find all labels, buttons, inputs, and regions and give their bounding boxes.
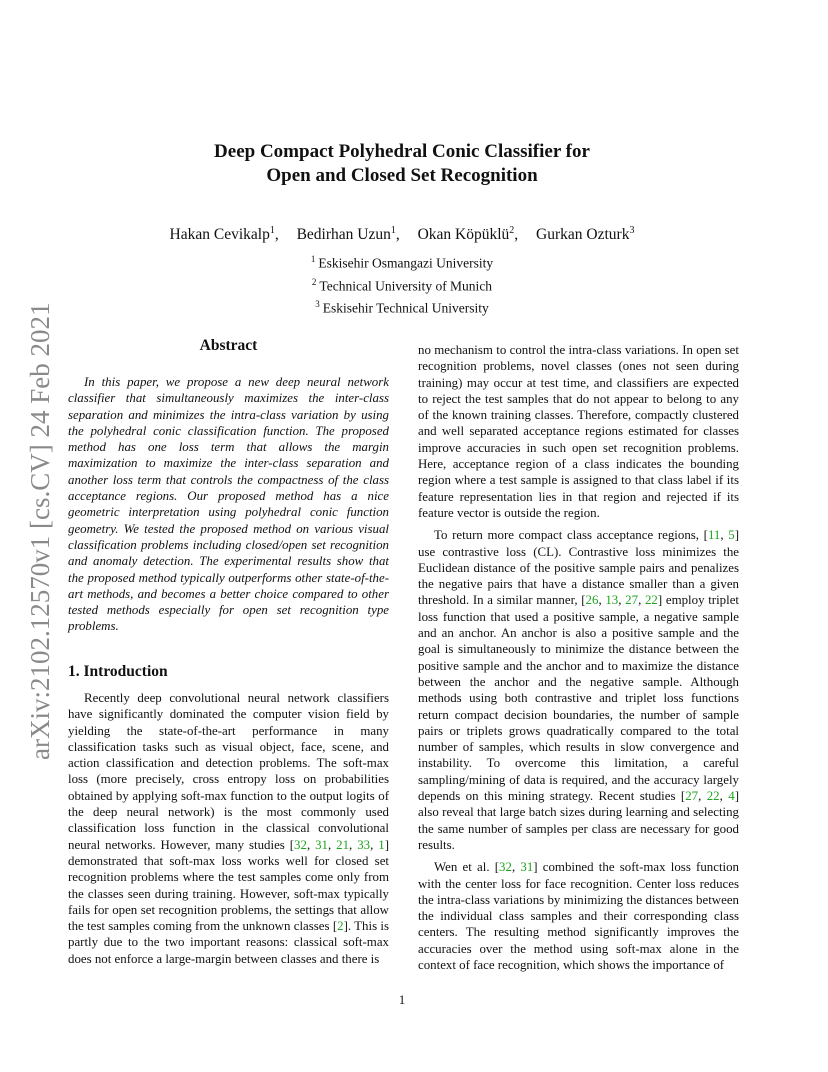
- citation-link[interactable]: 32: [294, 837, 307, 852]
- author: [536, 226, 634, 243]
- author: Okan Köpüklü$^2$,: [417, 225, 519, 244]
- author-name: Bedirhan Uzun: [296, 226, 391, 244]
- citation-link[interactable]: 33: [357, 837, 371, 852]
- arxiv-identifier-stamp: arXiv:2102.12570v1 [cs.CV] 24 Feb 2021: [25, 302, 55, 760]
- affiliation-name: Technical University of Munich: [319, 278, 493, 293]
- text-run: ] use contrastive loss (CL). Contrastive loss minimizes the Euclidean distance of the positive sample pairs and penalizes the negative pairs that have a distance smaller than a given threshold. In a similar manner, [: [418, 528, 739, 608]
- introduction-paragraph-3: Wen et al. [32, 31] combined the soft-max loss function with the center loss for face recognition. Center loss reduces the intra-class variations by minimizing the distances between the individual class samples and their corresponding class centers. The resulting method significantly improves the accuracies over the method using soft-max alone in the context of face recognition, which shows the importance of: [418, 860, 740, 972]
- text-run: Recently deep convolutional neural network classifiers have significantly dominated the computer vision field by yielding the state-of-the-art performance in many classification tasks such as visual object, face, scene, and action classification and detection problems. The soft-max loss (more precisely, cross entropy loss on probabilities obtained by applying soft-max function to the output logits of the deep neural network) is the most commonly used classification loss function in the classical convolutional neural networks. However, many studies [: [68, 691, 389, 852]
- text-run: ] also reveal that large batch sizes during learning and selecting the same number of samples per class are necessary for good results.: [418, 789, 740, 852]
- affiliation-name: Eskisehir Osmangazi University: [318, 255, 494, 271]
- author-affil-mark: 1: [390, 225, 396, 236]
- author-affil-mark: 2: [509, 225, 515, 236]
- title-line-1: Deep Compact Polyhedral Conic Classifier for: [214, 141, 590, 162]
- text-run: ]. This is partly due to the two important reasons: classical soft-max does not enforce a large-margin between classes and there is: [68, 919, 389, 966]
- affiliation-mark: 3: [315, 299, 320, 309]
- introduction-right-column: [418, 342, 739, 979]
- citation-link[interactable]: 4: [728, 789, 735, 804]
- citation-link[interactable]: 27: [625, 593, 639, 608]
- affiliation-mark: 1: [310, 254, 316, 264]
- citation-link[interactable]: 5: [728, 528, 735, 543]
- citation-link[interactable]: 22: [706, 789, 720, 804]
- citation-link[interactable]: 11: [707, 528, 721, 543]
- affiliation: [200, 250, 604, 273]
- citation-link[interactable]: 22: [644, 593, 658, 608]
- affiliation-list: [200, 250, 604, 318]
- author: Hakan Cevikalp$^1$,: [169, 225, 279, 244]
- text-run: ] employ triplet loss function that used a positive sample, a negative sample and an anchor. An anchor is also a positive sample and the goal is simultaneously to minimize the distance between the positive sample and the anchor and to maximize the distance between the anchor and the negative sample. Although methods using both contrastive and triplet loss functions return compact decision boundaries, the number of sample pairs or triplets grows quadratically compared to the total number of samples, which results in slow convergence and instability. To overcome this limitation, a careful sampling/mining of data is required, and the accuracy largely depends on this mining strategy. Recent studies [: [418, 593, 739, 804]
- citation-link[interactable]: 2: [337, 919, 344, 934]
- introduction-left-column: [68, 690, 389, 967]
- author: Bedirhan Uzun$^1$,: [296, 225, 400, 244]
- citation-link[interactable]: 26: [585, 593, 599, 608]
- citation-link[interactable]: 31: [520, 860, 534, 875]
- paper-title: [120, 140, 684, 188]
- section-heading-introduction: 1. Introduction: [68, 663, 168, 680]
- citation-link[interactable]: 13: [605, 593, 619, 608]
- citation-link[interactable]: 32: [499, 860, 512, 875]
- author-list: [100, 225, 704, 244]
- abstract-heading: Abstract: [199, 337, 258, 354]
- abstract-body: [68, 374, 389, 635]
- affiliation-mark: 2: [311, 276, 317, 287]
- text-run: ] combined the soft-max loss function with the center loss for face recognition. Center loss reduces the intra-class variations by minimizing the distances between the individual class samples and their corresponding class centers. The resulting method significantly improves the accuracies over the method using soft-max alone in the context of face recognition, which shows the importance of: [418, 860, 740, 972]
- citation-link[interactable]: 31: [315, 837, 328, 852]
- citation-link[interactable]: 27: [685, 789, 699, 804]
- introduction-paragraph-1-continued: no mechanism to control the intra-class variations. In open set recognition problems, novel classes (ones not seen during training) may occur at test time, and classifiers are expected to reject the test samples that do not appear to belong to any of the known training classes. Therefore, compactly clustered and well separated acceptance regions estimated for classes improve accuracies in such open set recognition problems. Here, acceptance region of a class indicates the bounding region where a test sample is assigned to that class label if its feature representation lies in that region and rejected if its feature vector is outside the region.: [418, 343, 739, 520]
- author-name: Hakan Cevikalp: [169, 226, 270, 244]
- affiliation: [200, 273, 604, 296]
- affiliation: [200, 295, 604, 318]
- text-run: ] demonstrated that soft-max loss works well for closed set recognition problems where the test samples come only from the classes seen during training. However, soft-max typically fails for open set recognition problems, the settings that allow the test samples coming from the unknown classes [: [68, 837, 389, 934]
- introduction-paragraph-1: Recently deep convolutional neural network classifiers have significantly dominated the computer vision field by yielding the state-of-the-art performance in many classification tasks such as visual object, face, scene, and action classification and detection problems. The soft-max loss (more precisely, cross entropy loss on probabilities obtained by applying soft-max function to the output logits of the deep neural network) is the most commonly used classification loss function in the classical convolutional neural networks. However, many studies [32, 31, 21, 33, 1] demonstrated that soft-max loss works well for closed set recognition problems where the test samples come only from the classes seen during training. However, soft-max typically fails for open set recognition problems, the settings that allow the test samples coming from the unknown classes [2]. This is partly due to the two important reasons: classical soft-max does not enforce a large-margin between classes and there is: [68, 691, 389, 966]
- author-name: Gurkan Ozturk: [536, 226, 630, 244]
- author-name: Okan Köpüklü: [417, 226, 510, 244]
- introduction-paragraph-2: To return more compact class acceptance regions, [11, 5] use contrastive loss (CL). Contrastive loss minimizes the Euclidean distance of the positive sample pairs and penalizes the negative pairs that have a distance smaller than a given threshold. In a similar manner, [26, 13, 27, 22] employ triplet loss function that used a positive sample, a negative sample and an anchor. An anchor is also a positive sample and the goal is simultaneously to minimize the distance between the positive sample and the anchor and to maximize the distance between the anchor and the negative sample. Although methods using both contrastive and triplet loss functions return compact decision boundaries, the number of sample pairs or triplets grows quadratically compared to the total number of samples, which results in slow convergence and instability. To overcome this limitation, a careful sampling/mining of data is required, and the accuracy largely depends on this mining strategy. Recent studies [27, 22, 4] also reveal that large batch sizes during learning and selecting the same number of samples per class are necessary for good results.: [418, 528, 740, 852]
- author-affil-mark: 3: [629, 225, 635, 236]
- author-affil-mark: 1: [269, 225, 275, 236]
- affiliation-name: Eskisehir Technical University: [322, 300, 489, 316]
- citation-link[interactable]: 1: [378, 837, 385, 852]
- abstract-text: In this paper, we propose a new deep neural network classifier that simultaneously maximizes the inter-class separation and minimizes the intra-class variation by using the polyhedral conic classification function. The proposed method has one loss term that allows the margin maximization to maximize the inter-class separation and another loss term that controls the compactness of the class acceptance regions. Our proposed method has a nice geometric interpretation using polyhedral conic function geometry. We tested the proposed method on various visual classification problems including closed/open set recognition and anomaly detection. The experimental results show that the proposed method typically outperforms other state-of-the-art methods, and becomes a better choice compared to other tested methods especially for open set recognition type problems.: [68, 375, 389, 634]
- page-number: 1: [398, 992, 406, 1007]
- text-run: Wen et al. [: [434, 860, 500, 875]
- title-line-2: Open and Closed Set Recognition: [266, 165, 538, 186]
- citation-link[interactable]: 21: [336, 837, 350, 852]
- text-run: To return more compact class acceptance regions, [: [434, 528, 708, 543]
